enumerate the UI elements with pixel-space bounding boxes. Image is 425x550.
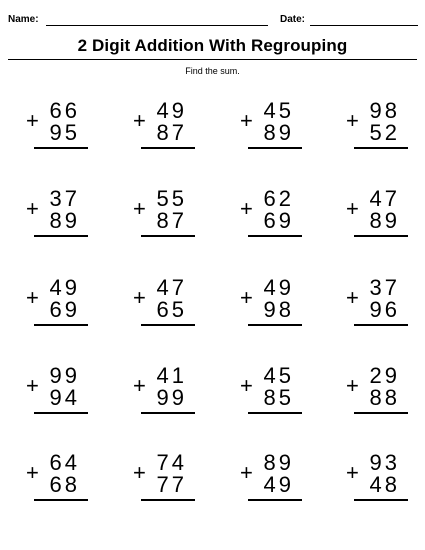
problem: [238, 188, 308, 248]
answer-line: [248, 235, 302, 237]
problem-top-number: 37: [369, 275, 400, 300]
problem-bottom-number: 65: [156, 297, 187, 322]
problem: [131, 188, 201, 248]
problem-top-number: 89: [263, 450, 294, 475]
problem: [238, 452, 308, 512]
plus-sign: +: [346, 460, 359, 485]
problem: [24, 452, 94, 512]
problem-bottom-number: 87: [156, 208, 187, 233]
instructions: Find the sum.: [185, 66, 240, 76]
problem-top-number: 49: [156, 98, 187, 123]
problem: [131, 100, 201, 160]
answer-line: [354, 324, 408, 326]
problem-top-number: 64: [49, 450, 80, 475]
problem-bottom-number: 77: [156, 472, 187, 497]
plus-sign: +: [346, 196, 359, 221]
problem-bottom-number: 68: [49, 472, 80, 497]
problem: [344, 452, 414, 512]
answer-line: [34, 324, 88, 326]
plus-sign: +: [26, 285, 39, 310]
problem-top-number: 49: [263, 275, 294, 300]
problem-bottom-number: 99: [156, 385, 187, 410]
problem-top-number: 41: [156, 363, 187, 388]
problem: [24, 277, 94, 337]
problem-bottom-number: 89: [263, 120, 294, 145]
problem: [24, 100, 94, 160]
answer-line: [354, 235, 408, 237]
page-title: 2 Digit Addition With Regrouping: [77, 36, 348, 55]
answer-line: [34, 235, 88, 237]
problem: [131, 277, 201, 337]
problem-bottom-number: 69: [263, 208, 294, 233]
problem-bottom-number: 52: [369, 120, 400, 145]
date-label: Date:: [280, 14, 306, 25]
problem-bottom-number: 88: [369, 385, 400, 410]
plus-sign: +: [346, 373, 359, 398]
plus-sign: +: [133, 108, 146, 133]
problem-bottom-number: 69: [49, 297, 80, 322]
answer-line: [354, 147, 408, 149]
problem-top-number: 66: [49, 98, 80, 123]
answer-line: [248, 412, 302, 414]
problem-top-number: 45: [263, 363, 294, 388]
problem: [238, 100, 308, 160]
answer-line: [141, 499, 195, 501]
problem: [24, 188, 94, 248]
problem-bottom-number: 89: [369, 208, 400, 233]
problem-top-number: 45: [263, 98, 294, 123]
problem: [238, 277, 308, 337]
plus-sign: +: [133, 460, 146, 485]
plus-sign: +: [133, 285, 146, 310]
plus-sign: +: [240, 108, 253, 133]
plus-sign: +: [240, 460, 253, 485]
answer-line: [354, 412, 408, 414]
answer-line: [141, 412, 195, 414]
answer-line: [248, 499, 302, 501]
answer-line: [34, 147, 88, 149]
problem-bottom-number: 85: [263, 385, 294, 410]
problem: [131, 452, 201, 512]
answer-line: [248, 147, 302, 149]
plus-sign: +: [133, 373, 146, 398]
problem: [344, 188, 414, 248]
plus-sign: +: [240, 373, 253, 398]
problem-top-number: 62: [263, 186, 294, 211]
problem-bottom-number: 87: [156, 120, 187, 145]
plus-sign: +: [346, 285, 359, 310]
problem: [24, 365, 94, 425]
answer-line: [34, 499, 88, 501]
problem-top-number: 55: [156, 186, 187, 211]
problem-bottom-number: 94: [49, 385, 80, 410]
plus-sign: +: [26, 196, 39, 221]
plus-sign: +: [26, 108, 39, 133]
problem: [131, 365, 201, 425]
plus-sign: +: [240, 196, 253, 221]
problem: [344, 365, 414, 425]
problem-bottom-number: 49: [263, 472, 294, 497]
answer-line: [248, 324, 302, 326]
plus-sign: +: [346, 108, 359, 133]
name-label: Name:: [8, 14, 39, 25]
problem-top-number: 47: [369, 186, 400, 211]
answer-line: [141, 324, 195, 326]
problem-bottom-number: 89: [49, 208, 80, 233]
problem-top-number: 49: [49, 275, 80, 300]
problem-top-number: 37: [49, 186, 80, 211]
plus-sign: +: [26, 460, 39, 485]
problem-bottom-number: 98: [263, 297, 294, 322]
plus-sign: +: [133, 196, 146, 221]
answer-line: [141, 235, 195, 237]
plus-sign: +: [26, 373, 39, 398]
problem-bottom-number: 48: [369, 472, 400, 497]
plus-sign: +: [240, 285, 253, 310]
problem-top-number: 74: [156, 450, 187, 475]
problem-top-number: 98: [369, 98, 400, 123]
answer-line: [34, 412, 88, 414]
problem-top-number: 47: [156, 275, 187, 300]
problem-top-number: 29: [369, 363, 400, 388]
problem: [344, 277, 414, 337]
problem-top-number: 93: [369, 450, 400, 475]
problem-bottom-number: 96: [369, 297, 400, 322]
answer-line: [141, 147, 195, 149]
answer-line: [354, 499, 408, 501]
problem: [238, 365, 308, 425]
problem-top-number: 99: [49, 363, 80, 388]
problem-bottom-number: 95: [49, 120, 80, 145]
problem: [344, 100, 414, 160]
